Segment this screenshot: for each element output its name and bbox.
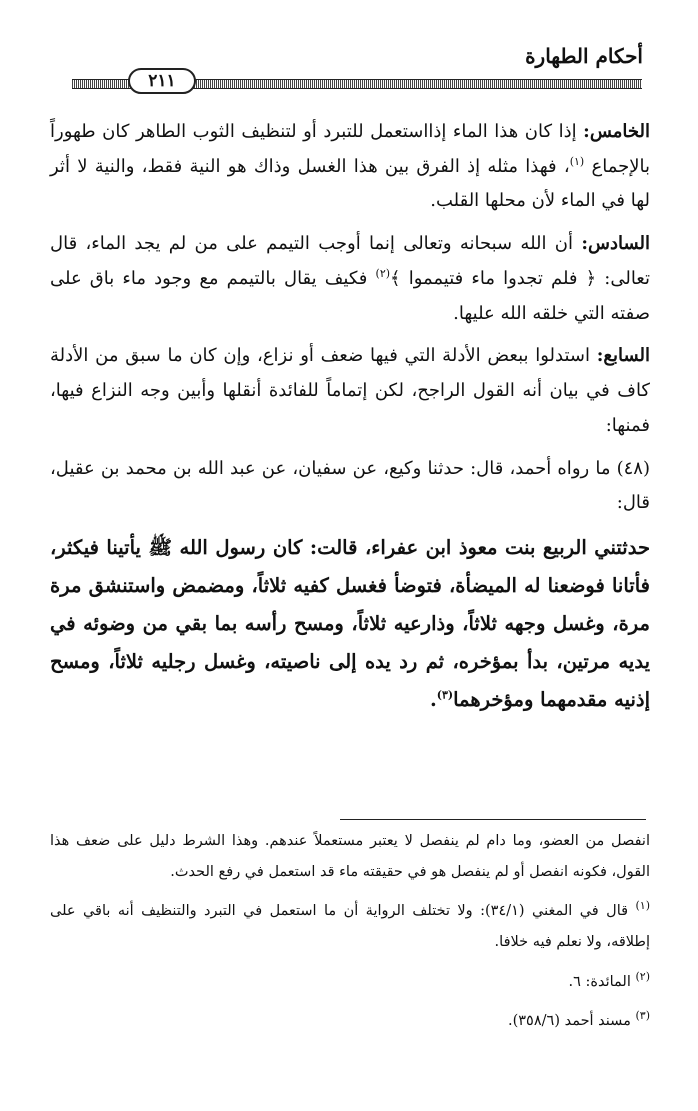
paragraph-text: ، فهذا مثله إذ الفرق بين هذا الغسل وذاك هو النية فقط، والنية لا أثر لها في الماء لأن محلها القلب.	[50, 155, 650, 212]
footnote-text: قال في المغني (٣٤/١): ولا تختلف الرواية أن ما استعمل في التبرد والتنظيف أنه باقي على إطلاقه، ولا نعلم فيه خلافا.	[50, 903, 650, 951]
paragraph-label: الخامس:	[583, 121, 650, 142]
paragraph-text: إذا كان هذا الماء إذااستعمل للتبرد أو لتنظيف الثوب الطاهر كان طهوراً بالإجماع	[50, 121, 650, 177]
paragraph-label: السابع:	[596, 345, 650, 367]
footnote-marker: (٣)	[635, 1008, 650, 1022]
hadith-intro: (٤٨) ما رواه أحمد، قال: حدثنا وكيع، عن سفيان، عن عبد الله بن محمد بن عقيل، قال:	[50, 457, 650, 514]
paragraph-label: السادس:	[581, 233, 650, 255]
paragraph-text: استدلوا ببعض الأدلة التي فيها ضعف أو نزاع، وإن كان ما سبق من الأدلة كاف في بيان أنه القول الراجح، لكن إتماماً للفائدة أنقلها وأبين وجه النزاع فيها، فمنها:	[50, 345, 650, 436]
footnote-separator	[340, 819, 646, 820]
paragraph-sixth	[50, 227, 650, 331]
paragraph-text: أن الله سبحانه وتعالى إنما أوجب التيمم على من لم يجد الماء، قال تعالى: ﴿ فلم تجدوا ماء فتيمموا ﴾	[50, 233, 650, 289]
hadith-body: حدثتني الربيع بنت معوذ ابن عفراء، قالت: كان رسول الله ﷺ يأتينا فيكثر، فأتانا فوضعنا له الميضأة، فتوضأ فغسل كفيه ثلاثاً، ومضمض واستنشق مرة مرة، وغسل وجهه ثلاثاً، وذارعيه ثلاثاً، ومسح رأسه بما بقي من وضوئه في يديه مرتين، بدأ بمؤخره، ثم رد يده إلى ناصيته، وغسل رجليه ثلاثاً، ومسح إذنيه مقدمهما ومؤخرهما	[50, 536, 650, 712]
footnote-2	[50, 965, 650, 998]
footnote-marker: (٢)	[635, 969, 650, 983]
footnotes	[50, 826, 650, 1037]
paragraph-fifth	[50, 115, 650, 219]
main-text	[50, 115, 650, 727]
footnote-ref-3[interactable]: (٣)	[436, 688, 454, 702]
footnote-text: مسند أحمد (٣٥٨/٦).	[507, 1012, 636, 1029]
footnote-marker: (١)	[635, 899, 650, 913]
running-title: أحكام الطهارة	[525, 44, 643, 68]
footnote-ref-2[interactable]: (٢)	[375, 266, 391, 280]
footnote-text: المائدة: ٦.	[568, 973, 636, 990]
paragraph-seventh	[50, 339, 650, 443]
footnote-3	[50, 1004, 650, 1037]
hadith-text	[50, 529, 650, 719]
page-number: ٢١١	[128, 68, 196, 94]
paragraph-text: فكيف يقال بالتيمم مع وجود ماء باق على صفته التي خلقه الله عليها.	[50, 267, 650, 324]
hadith-end: .	[429, 688, 437, 712]
footnote-continuation: انفصل من العضو، وما دام لم ينفصل لا يعتبر مستعملاً عندهم. وهذا الشرط دليل على ضعف هذا القول، فكونه انفصل أو لم ينفصل هو في حقيقته ماء قد استعمل في رفع الحدث.	[50, 833, 650, 881]
footnote-ref-1[interactable]: (١)	[569, 154, 585, 168]
footnote-1	[50, 894, 650, 958]
